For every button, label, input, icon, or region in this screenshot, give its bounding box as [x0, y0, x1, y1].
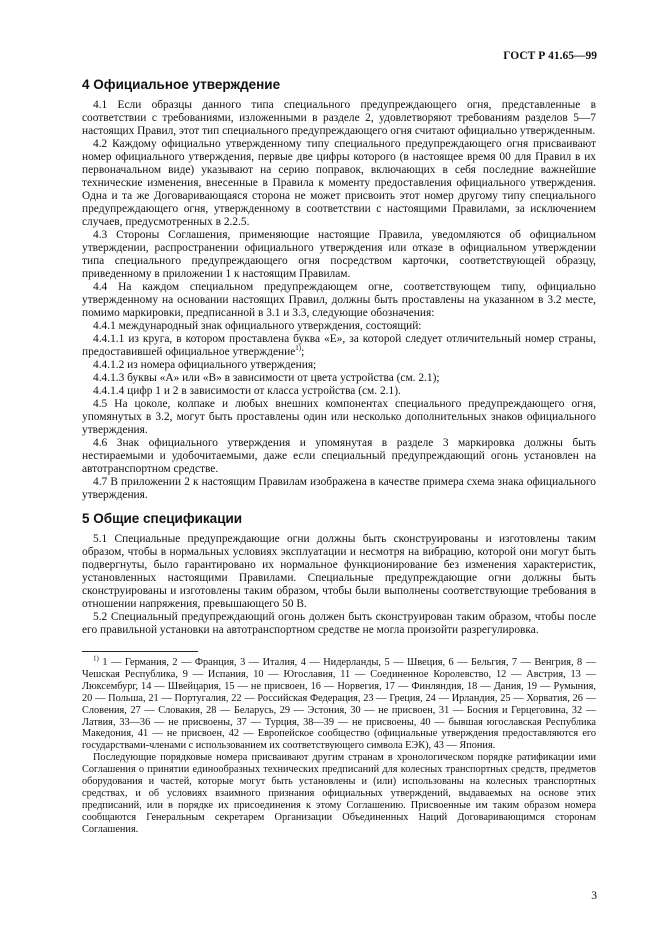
paragraph-4-1: 4.1 Если образцы данного типа специального предупреждающего огня, представленные в соответствии с требованиями, изложенными в разделе 2, удовлетворяют требованиям разделов 5—7 настоящих Правил, этот тип специального предупреждающего огня считают официально утвержденным.	[82, 99, 596, 137]
paragraph-4-2: 4.2 Каждому официально утвержденному типу специального предупреждающего огня присваивают номер официального утверждения, первые две цифры которого (в настоящее время 00 для Правил в их первоначальном виде) указывают на серию поправок, включающих в себя последние важнейшие технические изменения, внесенные в Правила к моменту предоставления официального утверждения. Одна и та же Договаривающаяся сторона не может присвоить этот номер другому типу специального предупреждающего огня, утвержденному в соответствии с настоящими Правилами, за исключением случаев, предусмотренных в 2.2.5.	[82, 138, 596, 228]
paragraph-4-4: 4.4 На каждом специальном предупреждающем огне, соответствующем типу, официально утвержденному на основании настоящих Правил, должны быть проставлены на указанном в 3.2 месте, помимо маркировки, предписанной в 3.1 и 3.3, следующие обозначения:	[82, 281, 596, 319]
footnote-text-2: Последующие порядковые номера присваивают другим странам в хронологическом порядке ратификации ими Соглашения о принятии единообразных технических предписаний для колесных транспортных средств, предметов оборудования и частей, которые могут быть установлены и (или) использованы на колесных транспортных средствах, и об условиях взаимного признания официальных утверждений, выдаваемых на основе этих предписаний, или в порядке их присоединения к этому Соглашению. Присвоенные им таким образом номера сообщаются Генеральным секретарем Организации Объединенных Наций Договаривающимся сторонам Соглашения.	[82, 752, 596, 835]
footnote-ref: 1)	[295, 344, 302, 353]
footnote-text-1: 1 — Германия, 2 — Франция, 3 — Италия, 4 — Нидерланды, 5 — Швеция, 6 — Бельгия, 7 — Венгрия, 8 — Чешская Республика, 9 — Испания, 10 — Югославия, 11 — Соединенное Королевство, 12 — Австрия, 13 — Люксембург, 14 — Швейцария, 15 — не присвоен, 16 — Норвегия, 17 — Финляндия, 18 — Дания, 19 — Румыния, 20 — Польша, 21 — Португалия, 22 — Российская Федерация, 23 — Греция, 24 — Ирландия, 25 — Хорватия, 26 — Словения, 27 — Словакия, 28 — Беларусь, 29 — Эстония, 30 — не присвоен, 31 — Босния и Герцеговина, 32 — Латвия, 33—36 — не присвоены, 37 — Турция, 38—39 — не присвоены, 40 — бывшая югославская Республика Македония, 41 — не присвоен, 42 — Европейское сообщество (официальные утверждения предоставляются его государствами-членами с использованием их соответствующего символа ЕЭК), 43 — Япония.	[82, 657, 596, 752]
document-code: ГОСТ Р 41.65—99	[503, 50, 597, 62]
paragraph-4-4-1-2: 4.4.1.2 из номера официального утверждения;	[93, 359, 317, 371]
paragraph-5-2: 5.2 Специальный предупреждающий огонь должен быть сконструирован таким образом, чтобы после его правильной установки на автотранспортном средстве не могла произойти разрегулировка.	[82, 611, 596, 636]
paragraph-4-5: 4.5 На цоколе, колпаке и любых внешних компонентах специального предупреждающего огня, упомянутых в 3.2, могут быть проставлены один или несколько дополнительных знаков официального утверждения.	[82, 398, 596, 436]
page-number: 3	[591, 890, 597, 902]
document-body	[82, 76, 596, 836]
paragraph-4-4-1-1-end: ;	[301, 346, 305, 358]
footnote-divider	[82, 651, 198, 652]
paragraph-4-3: 4.3 Стороны Соглашения, применяющие настоящие Правила, уведомляются об официальном утверждении, распространении официального утверждения или отказе в официальном утверждении типа специального предупреждающего огня посредством карточки, соответствующей образцу, приведенному в приложении 1 к настоящим Правилам.	[82, 229, 596, 280]
paragraph-4-4-1-3: 4.4.1.3 буквы «А» или «В» в зависимости от цвета устройства (см. 2.1);	[93, 372, 440, 384]
paragraph-4-7: 4.7 В приложении 2 к настоящим Правилам изображена в качестве примера схема знака официального утверждения.	[82, 476, 596, 501]
paragraph-5-1: 5.1 Специальные предупреждающие огни должны быть сконструированы и изготовлены таким образом, чтобы в нормальных условиях эксплуатации и несмотря на вибрацию, которой они могут быть подвергнуты, было гарантировано их нормальное функционирование без изменения характеристик, установленных настоящими Правилами. Специальные предупреждающие огни должны быть сконструированы и изготовлены таким образом, чтобы были выполнены соответствующие требования в отношении напряжения, превышающего 50 В.	[82, 533, 596, 610]
footnote-country-list	[82, 654, 596, 752]
paragraph-4-4-1-4: 4.4.1.4 цифр 1 и 2 в зависимости от класса устройства (см. 2.1).	[93, 385, 401, 397]
section-4-title: 4 Официальное утверждение	[82, 77, 281, 92]
section-5-title: 5 Общие спецификации	[82, 511, 243, 526]
paragraph-4-4-1-1-text: 4.4.1.1 из круга, в котором проставлена буква «Е», за которой следует отличительный номер страны, предоставившей официальное утверждение	[82, 333, 596, 358]
footnote-marker: 1)	[93, 654, 99, 663]
paragraph-4-4-1: 4.4.1 международный знак официального утверждения, состоящий:	[93, 320, 422, 332]
paragraph-4-4-1-1	[82, 333, 596, 359]
paragraph-4-6: 4.6 Знак официального утверждения и упомянутая в разделе 3 маркировка должны быть нестираемыми и удобочитаемыми, даже если специальный предупреждающий огонь установлен на автотранспортном средстве.	[82, 437, 596, 475]
